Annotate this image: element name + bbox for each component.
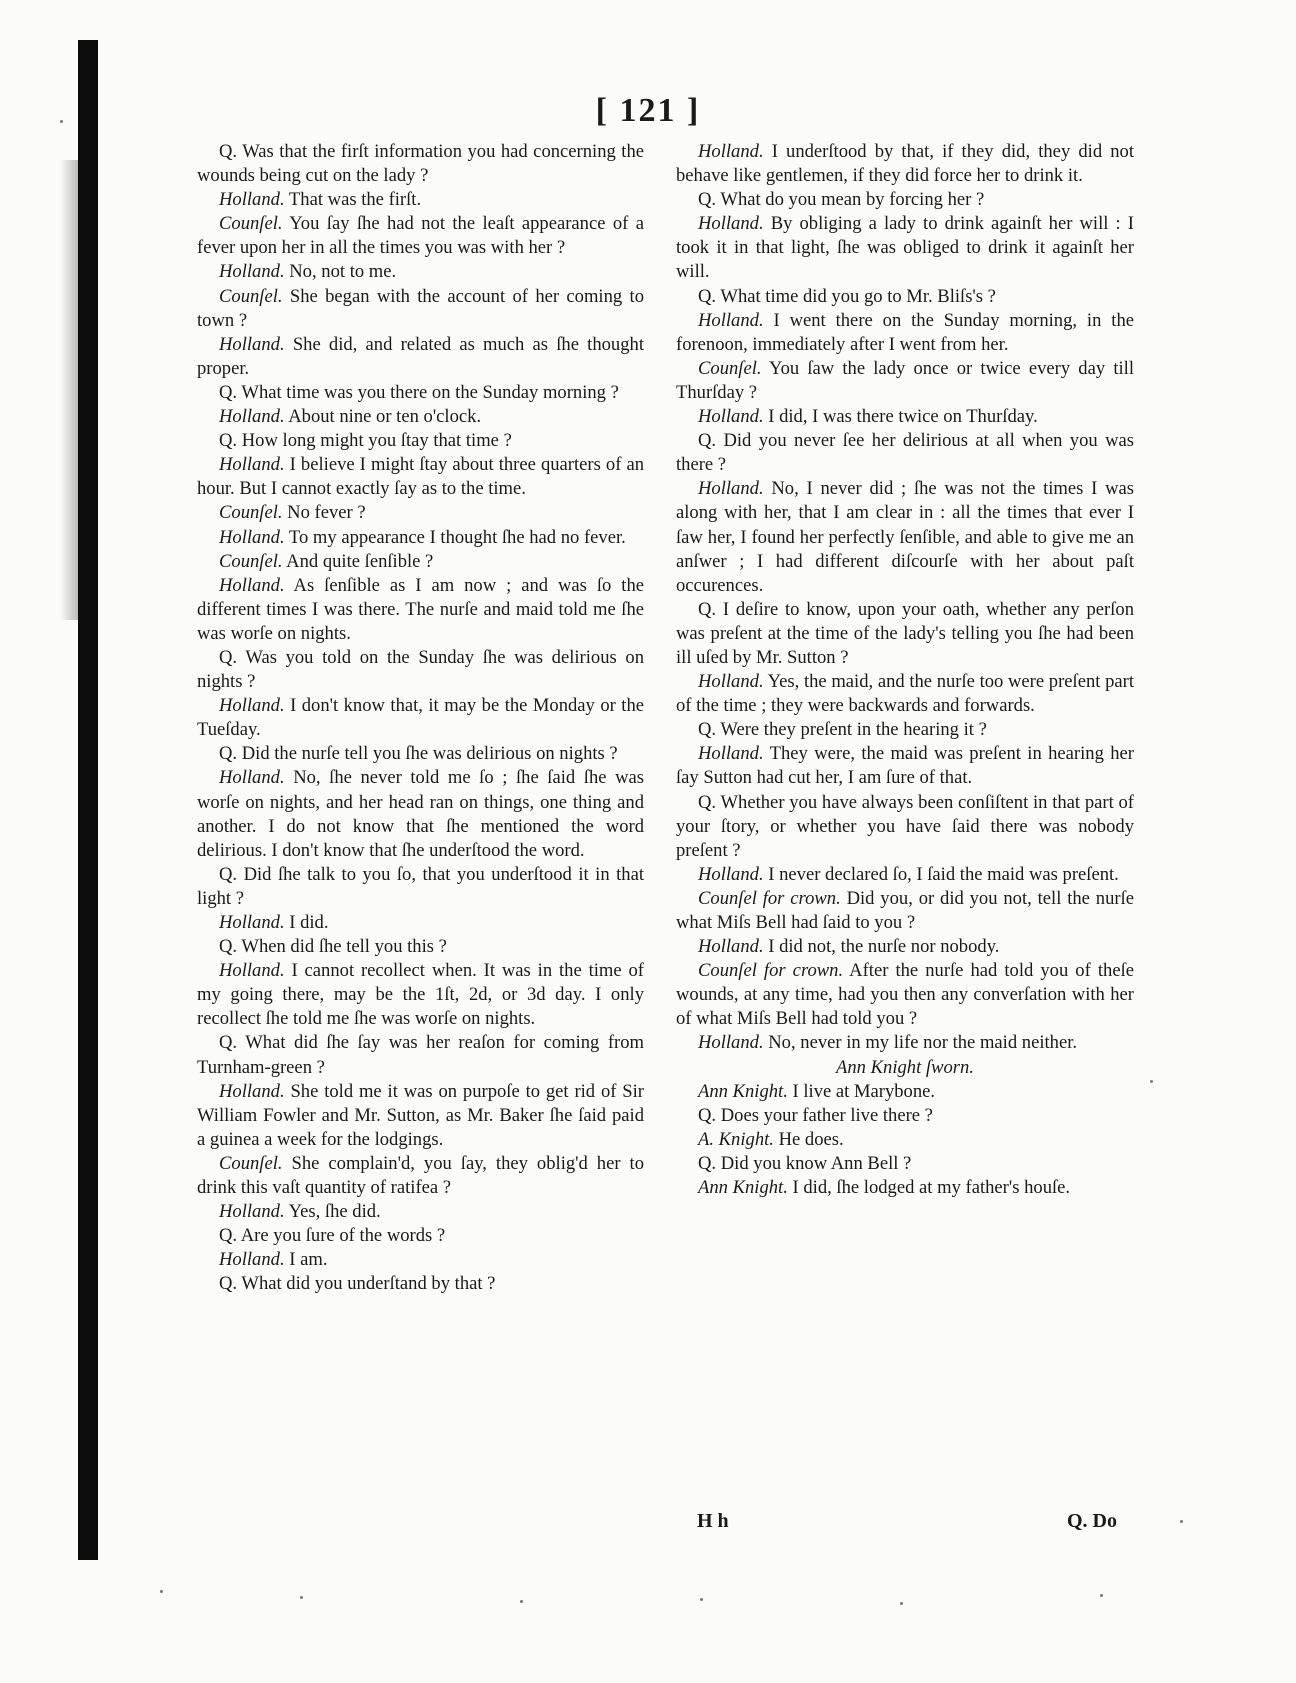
speaker-label: Counſel for crown. bbox=[698, 960, 844, 982]
testimony-paragraph bbox=[197, 1200, 644, 1224]
speaker-label: Holland. bbox=[219, 1201, 285, 1223]
testimony-text: Did ſhe talk to you ſo, that you underſtood it in that light ? bbox=[197, 863, 644, 909]
page-number: [ 121 ] bbox=[595, 92, 701, 129]
testimony-text: Was you told on the Sunday ſhe was delirious on nights ? bbox=[197, 646, 644, 693]
speaker-label: Holland. bbox=[698, 1032, 764, 1054]
testimony-paragraph bbox=[676, 285, 1134, 309]
testimony-text: I did. bbox=[284, 912, 329, 933]
speaker-label: Holland. bbox=[698, 309, 764, 331]
scan-speck bbox=[60, 120, 63, 123]
testimony-text: I deſire to know, upon your oath, whether any perſon was preſent at the time of the lady's telling you ſhe had been ill uſed by Mr. Sutton ? bbox=[676, 598, 1134, 668]
speaker-label: Holland. bbox=[219, 960, 285, 982]
testimony-paragraph bbox=[197, 140, 644, 188]
testimony-text: And quite ſenſible ? bbox=[282, 550, 434, 572]
scan-speck bbox=[160, 1590, 163, 1593]
testimony-paragraph bbox=[676, 791, 1134, 863]
testimony-text: I am. bbox=[284, 1249, 328, 1271]
testimony-text: Did you know Ann Bell ? bbox=[716, 1152, 912, 1174]
right-column bbox=[676, 140, 1134, 1200]
testimony-text: She did, and related as much as ſhe thought proper. bbox=[197, 333, 644, 379]
testimony-text: I believe I might ſtay about three quarters of an hour. But I cannot exactly ſay as to the time. bbox=[197, 454, 644, 500]
testimony-paragraph bbox=[197, 1224, 644, 1248]
testimony-paragraph bbox=[197, 959, 644, 1031]
testimony-paragraph bbox=[676, 309, 1134, 357]
testimony-paragraph bbox=[197, 333, 644, 381]
testimony-text: Did you, or did you not, tell the nurſe what Miſs Bell had ſaid to you ? bbox=[676, 887, 1134, 933]
speaker-label: Holland. bbox=[219, 1249, 285, 1271]
testimony-text: What time was you there on the Sunday morning ? bbox=[237, 381, 619, 403]
speaker-label: Holland. bbox=[698, 213, 764, 235]
speaker-label: Holland. bbox=[219, 454, 285, 476]
speaker-label: Q. bbox=[219, 1273, 238, 1295]
testimony-text: You ſaw the lady once or twice every day till Thurſday ? bbox=[676, 357, 1134, 403]
speaker-label: Ann Knight. bbox=[698, 1080, 788, 1102]
testimony-paragraph bbox=[676, 935, 1134, 959]
speaker-label: Holland. bbox=[219, 189, 285, 211]
testimony-paragraph bbox=[197, 1272, 644, 1296]
testimony-text: Were they preſent in the hearing it ? bbox=[716, 719, 987, 741]
testimony-text: I did, ſhe lodged at my father's houſe. bbox=[787, 1177, 1071, 1199]
testimony-text: Yes, ſhe did. bbox=[284, 1201, 381, 1223]
testimony-text: He does. bbox=[773, 1128, 844, 1150]
speaker-label: Holland. bbox=[698, 936, 764, 958]
speaker-label: Holland. bbox=[219, 767, 285, 789]
speaker-label: Q. bbox=[219, 646, 238, 668]
testimony-paragraph bbox=[197, 550, 644, 574]
testimony-text: I live at Marybone. bbox=[787, 1080, 936, 1102]
testimony-text: Was that the firſt information you had concerning the wounds being cut on the lady ? bbox=[197, 141, 644, 187]
testimony-text: What did you underſtand by that ? bbox=[237, 1273, 496, 1295]
testimony-text: They were, the maid was preſent in hearing her ſay Sutton had cut her, I am ſure of that. bbox=[676, 743, 1134, 789]
scan-speck bbox=[1150, 1080, 1153, 1083]
testimony-paragraph bbox=[676, 188, 1134, 212]
testimony-text: By obliging a lady to drink againſt her will : I took it in that light, ſhe was obliged to drink it againſt her will. bbox=[676, 213, 1134, 283]
testimony-text: Are you ſure of the words ? bbox=[237, 1225, 446, 1247]
testimony-paragraph bbox=[197, 405, 644, 429]
left-column bbox=[197, 140, 644, 1297]
testimony-paragraph bbox=[676, 863, 1134, 887]
testimony-paragraph bbox=[676, 357, 1134, 405]
speaker-label: Holland. bbox=[698, 406, 764, 428]
testimony-text: To my appearance I thought ſhe had no fever. bbox=[284, 526, 626, 548]
testimony-text: Whether you have always been conſiſtent in that part of your ſtory, or whether you have ſaid there was nobody preſent ? bbox=[676, 791, 1134, 861]
testimony-paragraph bbox=[197, 1031, 644, 1079]
testimony-text: That was the firſt. bbox=[284, 189, 422, 211]
testimony-text: She began with the account of her coming to town ? bbox=[197, 285, 644, 331]
heading-text: Ann Knight ſworn. bbox=[836, 1056, 974, 1078]
speaker-label: Q. bbox=[219, 381, 238, 403]
speaker-label: Counſel. bbox=[219, 285, 283, 307]
testimony-paragraph bbox=[676, 1128, 1134, 1152]
testimony-text: No, ſhe never told me ſo ; ſhe ſaid ſhe was worſe on nights, and her head ran on things, one thing and another. I do not know that ſhe mentioned the word delirious. I don't know that ſhe underſtood the word. bbox=[197, 767, 644, 861]
testimony-paragraph bbox=[197, 188, 644, 212]
testimony-paragraph bbox=[197, 766, 644, 862]
testimony-text: She complain'd, you ſay, they oblig'd her to drink this vaſt quantity of ratifea ? bbox=[197, 1152, 644, 1199]
speaker-label: Holland. bbox=[219, 526, 285, 548]
speaker-label: A. Knight. bbox=[698, 1128, 774, 1150]
testimony-paragraph bbox=[676, 212, 1134, 284]
testimony-paragraph bbox=[197, 935, 644, 959]
speaker-label: Q. bbox=[698, 1152, 717, 1174]
speaker-label: Ann Knight. bbox=[698, 1177, 788, 1199]
binding-gutter-shadow bbox=[78, 40, 98, 1560]
testimony-text: As ſenſible as I am now ; and was ſo the different times I was there. The nurſe and maid told me ſhe was worſe on nights. bbox=[197, 574, 644, 644]
testimony-paragraph bbox=[197, 1248, 644, 1272]
testimony-paragraph bbox=[676, 887, 1134, 935]
testimony-paragraph bbox=[197, 285, 644, 333]
speaker-label: Q. bbox=[219, 743, 238, 765]
speaker-label: Holland. bbox=[219, 261, 285, 283]
speaker-label: Counſel. bbox=[698, 357, 762, 379]
speaker-label: Q. bbox=[698, 189, 717, 211]
witness-heading bbox=[676, 1056, 1134, 1080]
testimony-paragraph bbox=[197, 453, 644, 501]
testimony-text: I went there on the Sunday morning, in the forenoon, immediately after I went from her. bbox=[676, 309, 1134, 355]
testimony-text: What did ſhe ſay was her reaſon for coming from Turnham-green ? bbox=[197, 1032, 644, 1078]
speaker-label: Q. bbox=[698, 1104, 717, 1126]
testimony-paragraph bbox=[197, 1080, 644, 1152]
speaker-label: Q. bbox=[698, 430, 717, 452]
testimony-paragraph bbox=[197, 646, 644, 694]
testimony-text: When did ſhe tell you this ? bbox=[237, 936, 447, 958]
testimony-text: After the nurſe had told you of theſe wounds, at any time, had you then any converſation with her of what Miſs Bell had told you ? bbox=[676, 960, 1134, 1030]
testimony-text: She told me it was on purpoſe to get rid of Sir William Fowler and Mr. Sutton, as Mr. Baker ſhe ſaid paid a guinea a week for the lodgings. bbox=[197, 1080, 644, 1150]
scan-speck bbox=[300, 1596, 303, 1599]
testimony-paragraph bbox=[197, 742, 644, 766]
speaker-label: Holland. bbox=[219, 1080, 285, 1102]
testimony-paragraph bbox=[676, 140, 1134, 188]
testimony-paragraph bbox=[197, 501, 644, 525]
testimony-paragraph bbox=[197, 911, 644, 935]
speaker-label: Holland. bbox=[219, 574, 285, 596]
scan-speck bbox=[700, 1598, 703, 1601]
testimony-text: I cannot recollect when. It was in the time of my going there, may be the 1ſt, 2d, or 3d day. I only recollect ſhe told me ſhe was worſe on nights. bbox=[197, 960, 644, 1030]
catchword: Q. Do bbox=[1067, 1510, 1117, 1532]
testimony-text: No, never in my life nor the maid neither. bbox=[763, 1032, 1078, 1054]
testimony-text: Did you never ſee her delirious at all when you was there ? bbox=[676, 430, 1134, 476]
speaker-label: Q. bbox=[698, 598, 717, 620]
testimony-paragraph bbox=[676, 1104, 1134, 1128]
speaker-label: Q. bbox=[219, 1032, 238, 1054]
testimony-text: No, not to me. bbox=[284, 261, 397, 283]
speaker-label: Holland. bbox=[219, 695, 285, 717]
testimony-paragraph bbox=[197, 526, 644, 550]
speaker-label: Holland. bbox=[219, 333, 285, 355]
speaker-label: Counſel. bbox=[219, 502, 283, 524]
testimony-paragraph bbox=[676, 477, 1134, 597]
speaker-label: Q. bbox=[698, 719, 717, 741]
speaker-label: Q. bbox=[219, 141, 238, 162]
testimony-text: You ſay ſhe had not the leaſt appearance of a fever upon her in all the times you was with her ? bbox=[197, 213, 644, 259]
speaker-label: Q. bbox=[219, 430, 238, 452]
testimony-text: Yes, the maid, and the nurſe too were preſent part of the time ; they were backwards and forwards. bbox=[676, 671, 1134, 717]
testimony-text: I underſtood by that, if they did, they did not behave like gentlemen, if they did force her to drink it. bbox=[676, 141, 1134, 187]
speaker-label: Counſel. bbox=[219, 213, 283, 235]
testimony-paragraph bbox=[676, 1152, 1134, 1176]
speaker-label: Holland. bbox=[219, 912, 285, 933]
speaker-label: Q. bbox=[219, 863, 238, 885]
testimony-paragraph bbox=[676, 718, 1134, 742]
testimony-paragraph bbox=[676, 598, 1134, 670]
speaker-label: Holland. bbox=[698, 743, 764, 765]
speaker-label: Counſel. bbox=[219, 1152, 283, 1174]
testimony-text: I never declared ſo, I ſaid the maid was preſent. bbox=[763, 863, 1119, 885]
testimony-paragraph bbox=[197, 863, 644, 911]
testimony-paragraph bbox=[676, 742, 1134, 790]
testimony-paragraph bbox=[676, 1080, 1134, 1104]
testimony-paragraph bbox=[676, 670, 1134, 718]
speaker-label: Q. bbox=[219, 1225, 238, 1247]
scan-speck bbox=[520, 1600, 523, 1603]
testimony-paragraph bbox=[197, 574, 644, 646]
speaker-label: Counſel. bbox=[219, 550, 283, 572]
speaker-label: Holland. bbox=[698, 671, 764, 693]
testimony-text: Does your father live there ? bbox=[716, 1104, 933, 1126]
testimony-paragraph bbox=[197, 694, 644, 742]
testimony-paragraph bbox=[197, 212, 644, 260]
testimony-text: No fever ? bbox=[282, 502, 366, 524]
speaker-label: Q. bbox=[219, 936, 238, 958]
testimony-text: What do you mean by forcing her ? bbox=[716, 189, 985, 211]
testimony-paragraph bbox=[197, 1152, 644, 1200]
testimony-text: I did, I was there twice on Thurſday. bbox=[763, 406, 1038, 428]
testimony-paragraph bbox=[676, 1031, 1134, 1055]
testimony-text: Did the nurſe tell you ſhe was delirious on nights ? bbox=[237, 743, 618, 765]
signature-mark: H h bbox=[697, 1510, 729, 1532]
testimony-paragraph bbox=[676, 1176, 1134, 1200]
speaker-label: Holland. bbox=[698, 141, 764, 162]
testimony-paragraph bbox=[676, 959, 1134, 1031]
testimony-text: About nine or ten o'clock. bbox=[284, 406, 482, 428]
scan-speck bbox=[1100, 1594, 1103, 1597]
speaker-label: Holland. bbox=[219, 406, 285, 428]
testimony-paragraph bbox=[197, 429, 644, 453]
speaker-label: Q. bbox=[698, 791, 717, 813]
speaker-label: Q. bbox=[698, 285, 717, 307]
binding-gutter-fade bbox=[60, 160, 78, 620]
testimony-paragraph bbox=[197, 260, 644, 284]
speaker-label: Holland. bbox=[698, 863, 764, 885]
testimony-paragraph bbox=[676, 429, 1134, 477]
scan-speck bbox=[900, 1602, 903, 1605]
testimony-text: I don't know that, it may be the Monday or the Tueſday. bbox=[197, 695, 644, 741]
testimony-text: No, I never did ; ſhe was not the times I was along with her, that I am clear in : all the times that ever I ſaw her, I found her perfectly ſenſible, and able to give me an anſwer ; I had different diſcourſe with her about paſt occurences. bbox=[676, 478, 1134, 596]
speaker-label: Counſel for crown. bbox=[698, 887, 841, 909]
speaker-label: Holland. bbox=[698, 478, 764, 500]
testimony-paragraph bbox=[197, 381, 644, 405]
scan-speck bbox=[1180, 1520, 1183, 1523]
testimony-text: What time did you go to Mr. Bliſs's ? bbox=[716, 285, 996, 307]
testimony-paragraph bbox=[676, 405, 1134, 429]
testimony-text: I did not, the nurſe nor nobody. bbox=[763, 936, 1000, 958]
testimony-text: How long might you ſtay that time ? bbox=[237, 430, 512, 452]
